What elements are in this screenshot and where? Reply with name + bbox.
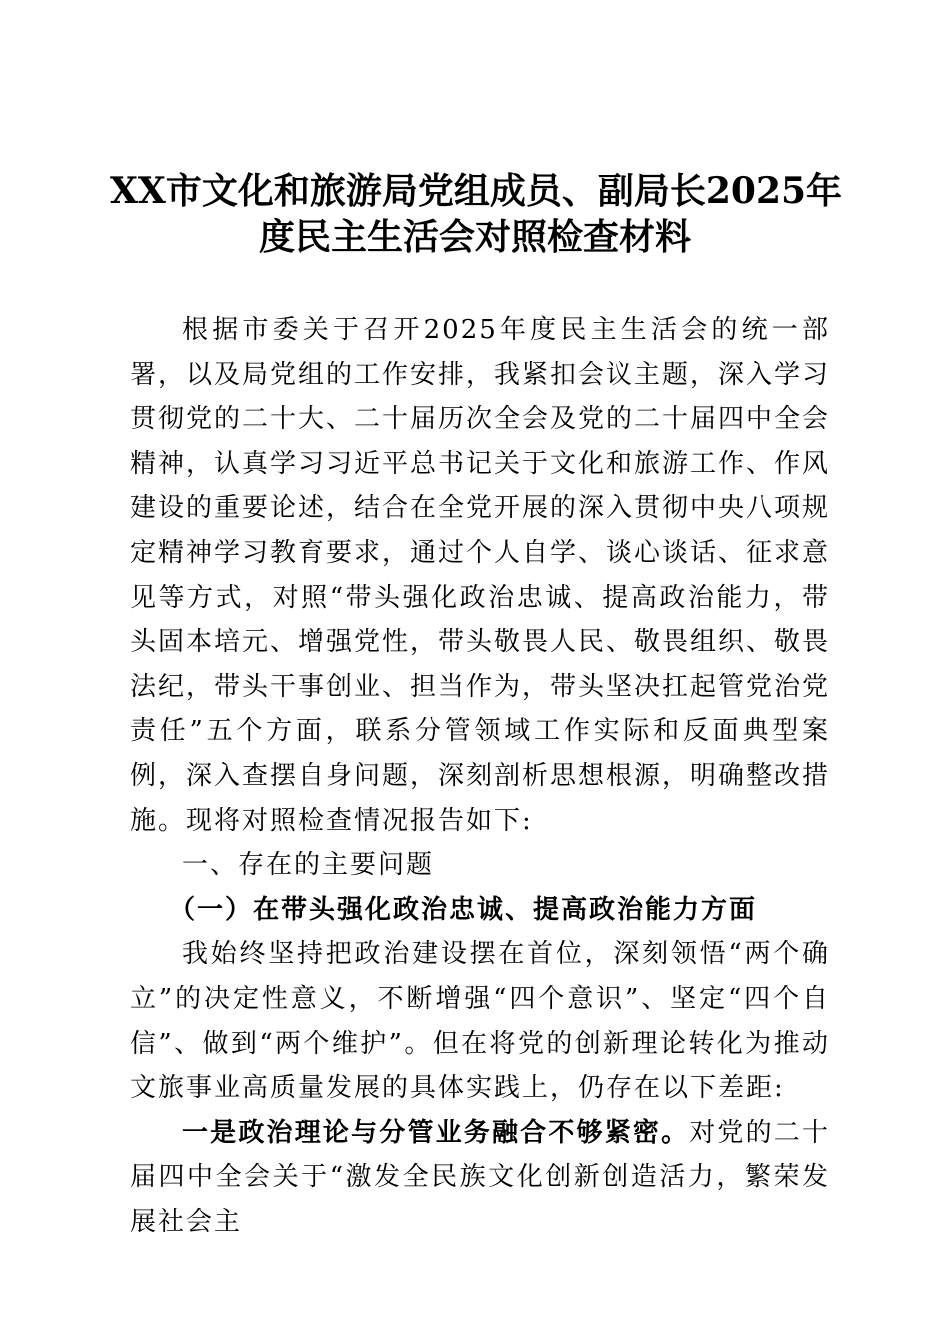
section-heading-problems: 一、存在的主要问题 [182, 850, 435, 881]
title-line-1: XX市文化和旅游局党组成员、副局长2025年 [110, 170, 843, 212]
subsection-heading-political-loyalty: （一）在带头强化政治忠诚、提高政治能力方面 [169, 894, 758, 925]
document-title [110, 168, 843, 260]
intro-paragraph: 根据市委关于召开2025年度民主生活会的统一部署，以及局党组的工作安排，我紧扣会议主题，深入学习贯彻党的二十大、二十届历次全会及党的二十届四中全会精神，认真学习习近平总书记关于文化和旅游工作、作风建设的重要论述，结合在全党开展的深入贯彻中央八项规定精神学习教育要求，通过个人自学、谈心谈话、征求意见等方式，对照“带头强化政治忠诚、提高政治能力，带头固本培元、增强党性，带头敬畏人民、敬畏组织、敬畏法纪，带头干事创业、担当作为，带头坚决扛起管党治党责任”五个方面，联系分管领域工作实际和反面典型案例，深入查摆自身问题，深刻剖析思想根源，明确整改措施。现将对照检查情况报告如下: [130, 315, 831, 836]
subsection-paragraph: 我始终坚持把政治建设摆在首位，深刻领悟“两个确立”的决定性意义，不断增强“四个意识”、坚定“四个自信”、做到“两个维护”。但在将党的创新理论转化为推动文旅事业高质量发展的具体实践上，仍存在以下差距: [130, 939, 830, 1104]
document-body [130, 308, 830, 1244]
title-line-2: 度民主生活会对照检查材料 [258, 216, 691, 258]
point-one-text: 对党的二十届四中全会关于“激发全民族文化创新创造活力，繁荣发展社会主 [130, 1117, 830, 1237]
point-one-paragraph [130, 1111, 830, 1245]
point-one-lead: 一是政治理论与分管业务融合不够紧密。 [182, 1117, 690, 1148]
